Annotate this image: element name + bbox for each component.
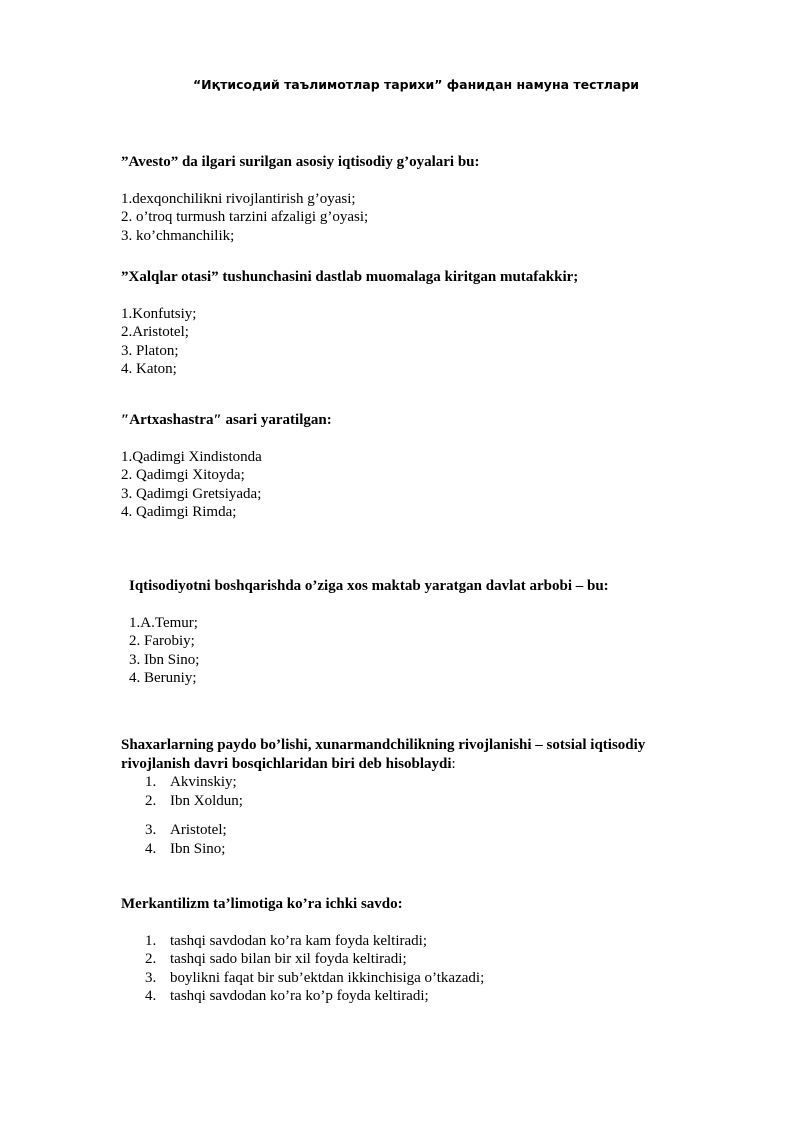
question-text: ”Avesto” da ilgari surilgan asosiy iqtisodiy g’oyalari bu: bbox=[121, 154, 480, 170]
answer-option: 1.dexqonchilikni rivojlantirish g’oyasi; bbox=[121, 190, 356, 207]
question-text: ”Xalqlar otasi” tushunchasini dastlab muomalaga kiritgan mutafakkir; bbox=[121, 269, 579, 285]
answer-number: 1. bbox=[145, 932, 157, 949]
answer-option bbox=[121, 821, 721, 840]
answer-option: 2. Qadimgi Xitoyda; bbox=[121, 467, 245, 483]
answer-list bbox=[121, 190, 721, 246]
answer-list bbox=[121, 448, 721, 522]
answer-option: 1.Konfutsiy; bbox=[121, 305, 197, 322]
question-block-3 bbox=[121, 411, 721, 522]
answer-text: Ibn Xoldun; bbox=[170, 792, 243, 809]
page-title: “Иқтисодий таълимотлар тарихи” фанидан намуна тестлари bbox=[192, 77, 640, 92]
question-text bbox=[121, 736, 721, 773]
question-block-5 bbox=[121, 736, 721, 858]
question-block-6 bbox=[121, 895, 721, 1006]
answer-text: tashqi savdodan ko’ra kam foyda keltiradi; bbox=[170, 932, 428, 949]
answer-text: Aristotel; bbox=[170, 822, 227, 838]
answer-list bbox=[129, 614, 729, 688]
answer-text: tashqi sado bilan bir xil foyda keltiradi; bbox=[170, 951, 407, 967]
answer-text: tashqi savdodan ko’ra ko’p foyda keltiradi; bbox=[170, 988, 429, 1004]
answer-text: Ibn Sino; bbox=[170, 840, 226, 857]
answer-option: 4. Beruniy; bbox=[129, 670, 197, 686]
answer-option bbox=[121, 840, 721, 859]
answer-number: 3. bbox=[145, 969, 157, 986]
answer-option: 2.Aristotel; bbox=[121, 324, 189, 340]
answer-option: 3. ko’chmanchilik; bbox=[121, 227, 235, 244]
answer-option: 3. Qadimgi Gretsiyada; bbox=[121, 485, 262, 502]
answer-option bbox=[121, 950, 721, 969]
question-block-4 bbox=[129, 577, 729, 688]
answer-option bbox=[121, 932, 721, 951]
answer-option bbox=[121, 792, 721, 811]
answer-option: 3. Platon; bbox=[121, 342, 179, 359]
answer-option bbox=[121, 969, 721, 988]
answer-number: 2. bbox=[145, 792, 157, 809]
answer-option bbox=[121, 773, 721, 792]
answer-number: 3. bbox=[145, 822, 157, 838]
question-text: Merkantilizm ta’limotiga ko’ra ichki savdo: bbox=[121, 896, 403, 912]
answer-list bbox=[121, 305, 721, 379]
question-block-2 bbox=[121, 268, 721, 379]
answer-option: 2. o’troq turmush tarzini afzaligi g’oyasi; bbox=[121, 209, 369, 225]
answer-list bbox=[121, 932, 721, 1006]
answer-text: boylikni faqat bir sub’ektdan ikkinchisiga o’tkazadi; bbox=[170, 969, 485, 986]
question-text: Iqtisodiyotni boshqarishda o’ziga xos maktab yaratgan davlat arbobi – bu: bbox=[129, 578, 609, 594]
answer-option bbox=[121, 987, 721, 1006]
answer-number: 1. bbox=[145, 774, 157, 790]
question-line-1: Shaxarlarning paydo bo’lishi, xunarmandchilikning rivojlanishi – sotsial iqtisodiy bbox=[121, 737, 646, 753]
question-line-2: rivojlanish davri bosqichlaridan biri deb hisoblaydi bbox=[121, 755, 452, 772]
answer-option: 2. Farobiy; bbox=[129, 633, 195, 649]
question-block-1 bbox=[121, 153, 721, 245]
answer-option: 1.Qadimgi Xindistonda bbox=[121, 448, 262, 465]
question-suffix: : bbox=[451, 755, 456, 772]
answer-number: 4. bbox=[145, 840, 157, 857]
answer-list bbox=[121, 773, 721, 858]
answer-option: 1.A.Temur; bbox=[129, 614, 198, 631]
answer-option: 4. Qadimgi Rimda; bbox=[121, 504, 237, 520]
question-text: ″Artxashastra″ asari yaratilgan: bbox=[121, 412, 332, 428]
answer-text: Akvinskiy; bbox=[170, 774, 237, 790]
answer-option: 4. Katon; bbox=[121, 361, 177, 377]
answer-number: 2. bbox=[145, 951, 157, 967]
answer-option: 3. Ibn Sino; bbox=[129, 651, 200, 668]
answer-number: 4. bbox=[145, 988, 157, 1004]
